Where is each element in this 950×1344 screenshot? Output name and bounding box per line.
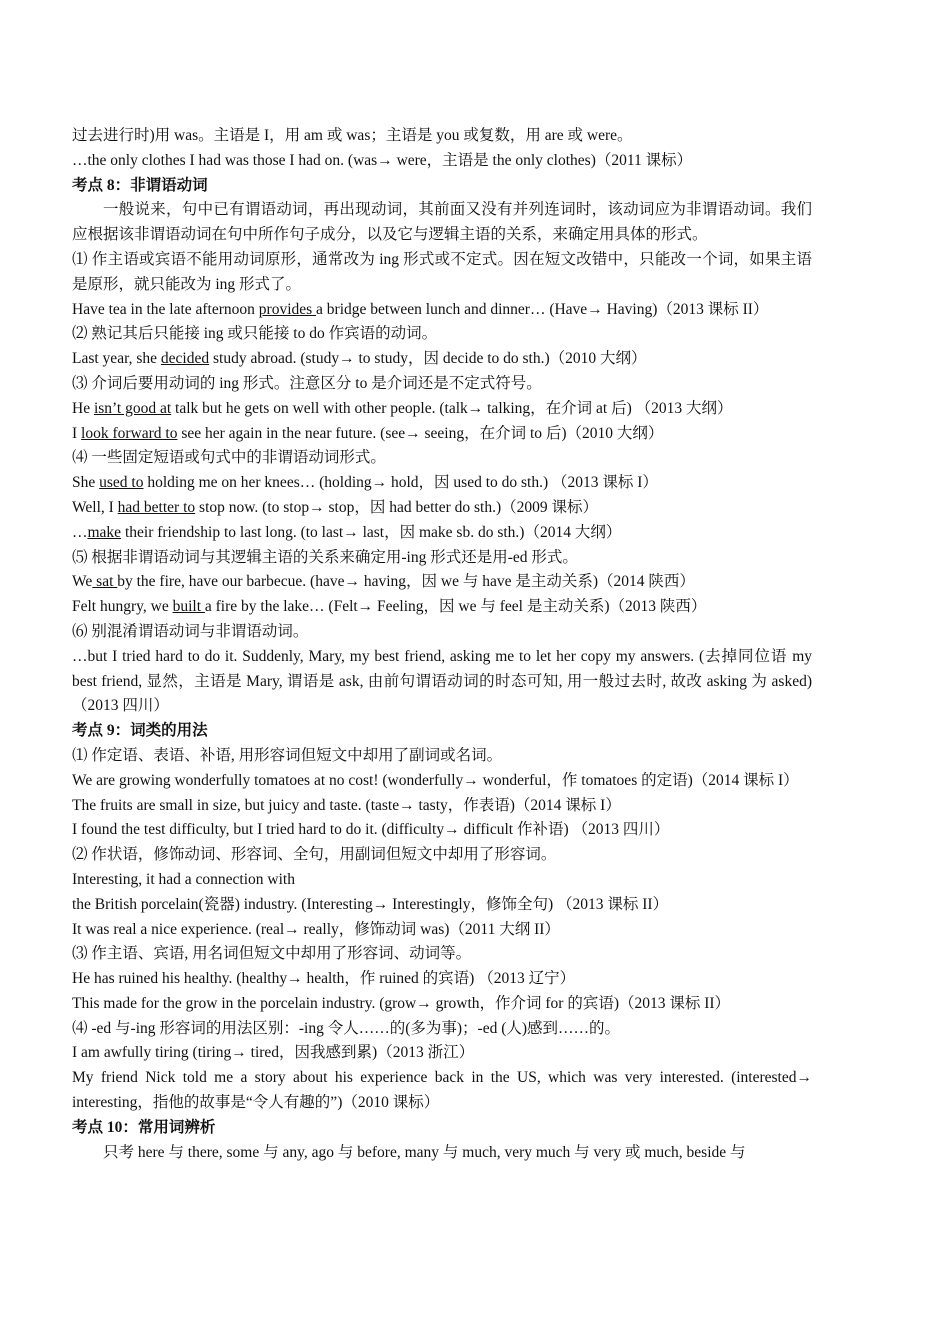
example-sentence: I found the test difficulty, but I tried hard to do it. (difficulty→ difficult 作补语) （2013 四川） <box>72 821 670 839</box>
rule-item: ⑷ 一些固定短语或句式中的非谓语动词形式。 <box>72 449 386 467</box>
rule-item: ⑵ 熟记其后只能接 ing 或只能接 to do 作宾语的动词。 <box>72 325 438 343</box>
section-heading-9: 考点 9：词类的用法 <box>72 722 208 740</box>
rule-item: ⑶ 作主语、宾语, 用名词但短文中却用了形容词、动词等。 <box>72 945 472 963</box>
example-sentence: I look forward to see her again in the near future. (see→ seeing，在介词 to 后)（2010 大纲） <box>72 424 664 442</box>
text-line: …the only clothes I had was those I had on. (was→ were，主语是 the only clothes)（2011 课标） <box>72 151 693 169</box>
paragraph: 一般说来，句中已有谓语动词，再出现动词，其前面又没有并列连词时，该动词应为非谓语动词。我们应根据该非谓语动词在句中所作句子成分，以及它与逻辑主语的关系，来确定用具体的形式。 <box>72 201 812 244</box>
example-sentence: the British porcelain(瓷器) industry. (Interesting→ Interestingly，修饰全句) （2013 课标 II） <box>72 895 669 913</box>
example-sentence: It was real a nice experience. (real→ really，修饰动词 was)（2011 大纲 II） <box>72 920 560 938</box>
paragraph: 只考 here 与 there, some 与 any, ago 与 before, many 与 much, very much 与 very 或 much, beside 与 <box>103 1143 746 1161</box>
document-body <box>72 124 812 1165</box>
example-sentence: She used to holding me on her knees… (holding→ hold，因 used to do sth.) （2013 课标 I） <box>72 474 658 492</box>
example-sentence: Felt hungry, we built a fire by the lake… (Felt→ Feeling，因 we 与 feel 是主动关系)（2013 陕西） <box>72 598 707 616</box>
rule-item: ⑹ 别混淆谓语动词与非谓语动词。 <box>72 622 309 640</box>
example-sentence: Well, I had better to stop now. (to stop→ stop，因 had better do sth.)（2009 课标） <box>72 498 598 516</box>
example-sentence: The fruits are small in size, but juicy and taste. (taste→ tasty，作表语)（2014 课标 I） <box>72 796 621 814</box>
example-sentence: …but I tried hard to do it. Suddenly, Mary, my best friend, asking me to let her copy my answers. (去掉同位语 my best friend, 显然，主语是 Mary, 谓语是 ask, 由前句谓语动词的时态可知, 用一般过去时, 故改 asking 为 asked)（2013 四川） <box>72 647 812 715</box>
example-sentence: Have tea in the late afternoon provides a bridge between lunch and dinner… (Have→ Having)（2013 课标 II） <box>72 300 769 318</box>
rule-item: ⑷ -ed 与-ing 形容词的用法区别：-ing 令人……的(多为事)；-ed (人)感到……的。 <box>72 1019 621 1037</box>
example-sentence: This made for the grow in the porcelain industry. (grow→ growth，作介词 for 的宾语)（2013 课标 II） <box>72 994 731 1012</box>
rule-item: ⑴ 作主语或宾语不能用动词原形，通常改为 ing 形式或不定式。因在短文改错中，只能改一个词，如果主语是原形，就只能改为 ing 形式了。 <box>72 250 812 293</box>
example-sentence: My friend Nick told me a story about his experience back in the US, which was very interested. (interested→ interesting，指他的故事是“令人有趣的”)（2010 课标） <box>72 1069 812 1112</box>
rule-item: ⑸ 根据非谓语动词与其逻辑主语的关系来确定用-ing 形式还是用-ed 形式。 <box>72 548 578 566</box>
example-sentence: We sat by the fire, have our barbecue. (have→ having，因 we 与 have 是主动关系)（2014 陕西） <box>72 573 695 591</box>
example-sentence: He has ruined his healthy. (healthy→ health，作 ruined 的宾语) （2013 辽宁） <box>72 970 576 988</box>
example-sentence: I am awfully tiring (tiring→ tired，因我感到累)（2013 浙江） <box>72 1044 475 1062</box>
example-sentence: He isn’t good at talk but he gets on well with other people. (talk→ talking，在介词 at 后) （2013 大纲） <box>72 399 733 417</box>
example-sentence: Last year, she decided study abroad. (study→ to study，因 decide to do sth.)（2010 大纲） <box>72 350 647 368</box>
text-line: 过去进行时)用 was。主语是 I，用 am 或 was；主语是 you 或复数，用 are 或 were。 <box>72 127 633 144</box>
example-sentence: …make their friendship to last long. (to last→ last，因 make sb. do sth.)（2014 大纲） <box>72 523 622 541</box>
rule-item: ⑵ 作状语，修饰动词、形容词、全句，用副词但短文中却用了形容词。 <box>72 846 557 864</box>
example-sentence: We are growing wonderfully tomatoes at no cost! (wonderfully→ wonderful，作 tomatoes 的定语)（2014 课标 I） <box>72 771 799 789</box>
example-sentence: Interesting, it had a connection with <box>72 870 295 888</box>
rule-item: ⑶ 介词后要用动词的 ing 形式。注意区分 to 是介词还是不定式符号。 <box>72 374 542 392</box>
section-heading-8: 考点 8：非谓语动词 <box>72 176 208 194</box>
section-heading-10: 考点 10：常用词辨析 <box>72 1118 216 1136</box>
rule-item: ⑴ 作定语、表语、补语, 用形容词但短文中却用了副词或名词。 <box>72 746 503 764</box>
